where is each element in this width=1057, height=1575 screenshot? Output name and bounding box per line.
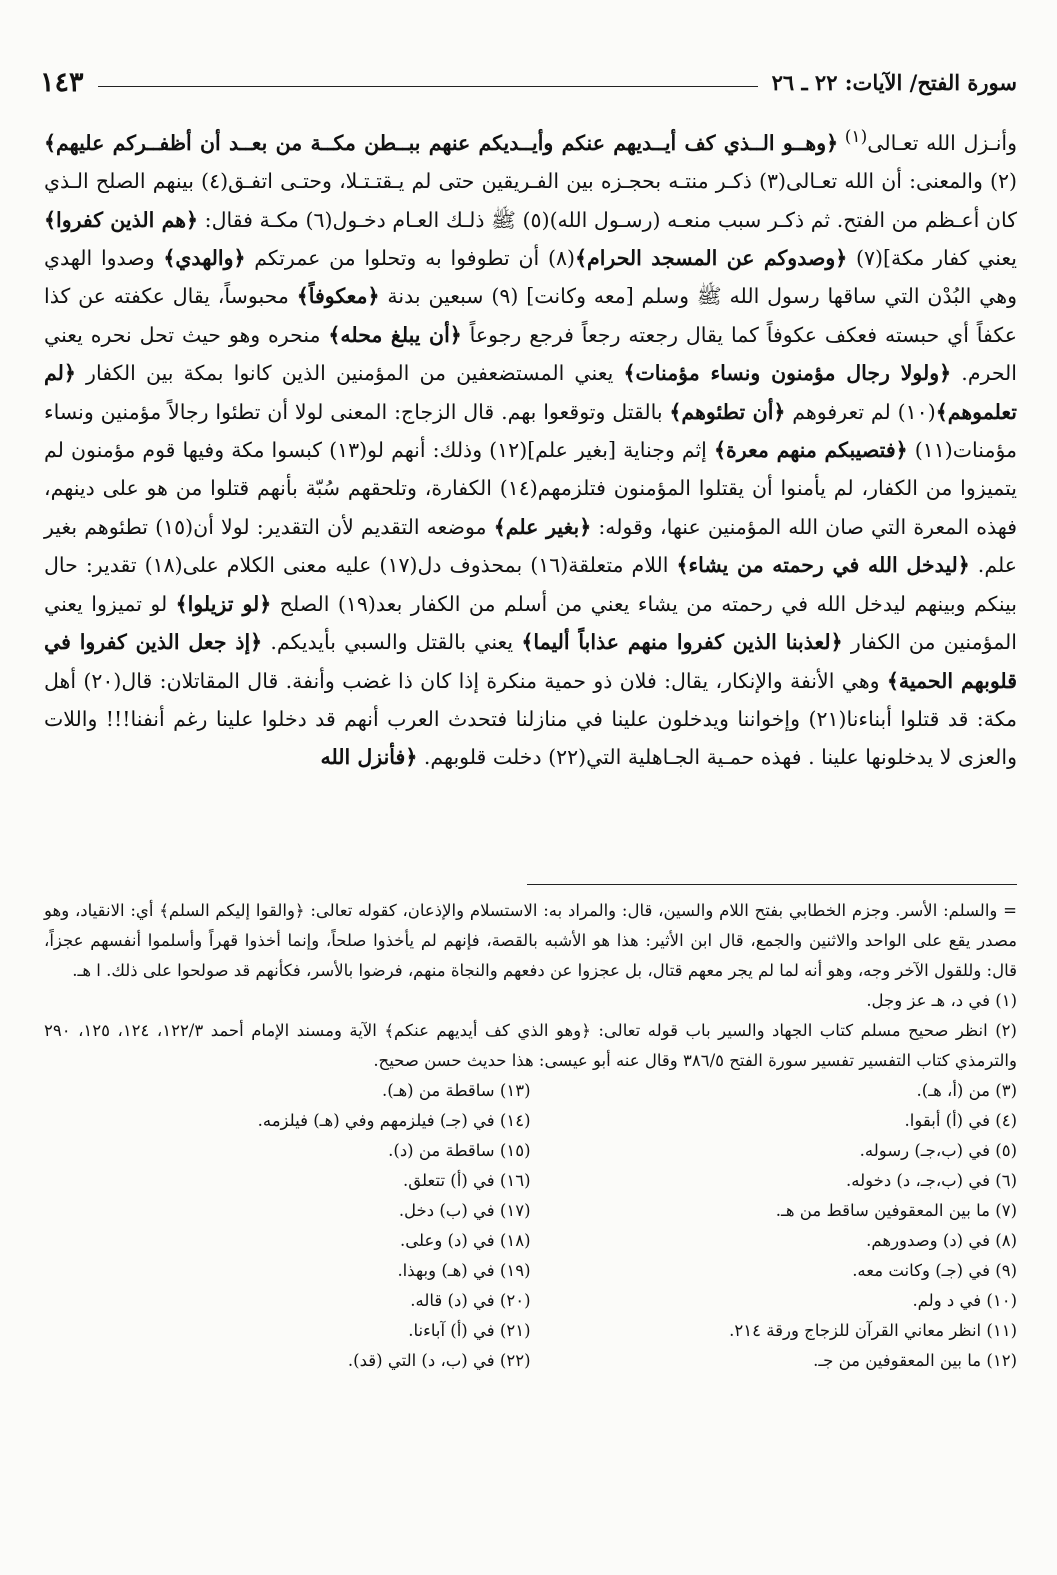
- footnotes: [44, 896, 1017, 1376]
- quran-quote: ﴿معكوفاً﴾: [296, 284, 380, 309]
- footnote-item: (١١) انظر معاني القرآن للزجاج ورقة ٢١٤.: [729, 1321, 1017, 1340]
- quran-quote: ﴿وهــو الــذي كف أيــديهم عنكم وأيــديكم عنهم ببــطن مكــة من بعــد أن أظفــركم عليهم﴾: [44, 130, 839, 155]
- text-run: (٢٠) أهل مكة: قد قتلوا أبناءنا: [44, 668, 1017, 731]
- text-run: (١٢) وذلك: أنهم لو: [367, 438, 528, 463]
- quran-quote: ﴿بغير علم﴾: [493, 514, 592, 539]
- footnote-item: (١٠) في د ولم.: [912, 1291, 1017, 1310]
- quran-quote: ﴿ليدخل الله في رحمته من يشاء﴾: [676, 553, 970, 578]
- text-run: موضعه التقديم لأن التقدير: لولا أن: [193, 514, 494, 539]
- quran-quote: ﴿أن تطئوهم﴾: [669, 399, 786, 424]
- text-run: (١٧) عليه معنى الكلام على: [182, 553, 418, 578]
- footnote-item: (١٦) في (أ) تتعلق.: [403, 1171, 531, 1190]
- text-run: لو تميزوا يعني المؤمنين من الكفار: [44, 591, 1017, 655]
- quran-quote: ﴿ولولا رجال مؤمنون ونساء مؤمنات﴾: [623, 361, 952, 386]
- footnote-item: (٩) في (جـ) وكانت معه.: [852, 1261, 1017, 1280]
- text-run: وصدوا الهدي وهي البُدْن التي ساقها رسول الله ﷺ وسلم [معه وكانت] (٩) سبعين بدنة: [44, 246, 1017, 309]
- text-run: إثم وجناية [بغير علم]: [527, 438, 714, 463]
- footnote-item: (٨) في (د) وصدورهم.: [866, 1231, 1017, 1250]
- text-run: يعني كفار مكة]: [883, 246, 1017, 271]
- text-run: (٢) والمعنى: أن الله تعـالى: [786, 169, 1017, 194]
- text-run: منحره وهو حيث تحل نحره يعني الحرم.: [44, 322, 1018, 386]
- page-number: ١٤٣: [40, 66, 84, 98]
- text-run: اللام متعلقة: [568, 553, 677, 578]
- footnote-item: (١٩) في (هـ) وبهذا.: [397, 1261, 531, 1280]
- footnote-item: (٤) في (أ) أبقوا.: [904, 1111, 1017, 1130]
- text-run: (٣) ذكـر منتـه بحجـزه بين الفـريقين حتى لم يـقتـتـلا، وحتـى اتفـق: [228, 169, 787, 194]
- text-run: (١٨) تقدير: حال بينكم وبينهم ليدخل الله في رحمته من يشاء يعني من أسلم من الكفار بعد: [44, 553, 1017, 616]
- text-run: (٢١) وإخواننا ويدخلون علينا في منازلنا فتحدث العرب أنهم قد دخلوا علينا رغم أنفنا!!! واللات والعزى لا يدخلونها علينا . فهذه حمـية الجـاهلية التي: [44, 706, 1017, 770]
- footnote-item: (١٥) ساقطة من (د).: [388, 1141, 531, 1160]
- quran-quote: ﴿لعذبنا الذين كفروا منهم عذاباً أليما﴾: [521, 630, 843, 655]
- main-paragraph: [44, 118, 1017, 777]
- footnote-ref: (١): [838, 127, 868, 147]
- footnote-2: (٢) انظر صحيح مسلم كتاب الجهاد والسير باب قوله تعالى: ﴿وهو الذي كف أيديهم عنكم﴾ الآية ومسند الإمام أحمد ١٢٢/٣، ١٢٤، ١٢٥، ٢٩٠ والترمذي كتاب التفسير تفسير سورة الفتح ٣٨٦/٥ وقال عنه أبو عيسى: هذا حديث حسن صحيح.: [44, 1021, 1017, 1070]
- footnote-separator: [527, 884, 1017, 885]
- footnote-item: (١٧) في (ب) دخل.: [398, 1201, 531, 1220]
- surah-title: سورة الفتح/ الآيات: ٢٢ ـ ٢٦: [771, 69, 1017, 95]
- footnote-item: (٧) ما بين المعقوفين ساقط من هـ.: [775, 1201, 1017, 1220]
- text-run: وأنـزل الله تعـالى: [867, 130, 1018, 155]
- footnote-1: (١) في د، هـ عز وجل.: [866, 991, 1017, 1010]
- header-rule: [98, 86, 758, 87]
- text-run: (١١): [907, 438, 953, 463]
- quran-quote: ﴿إذ جعل الذين كفروا في قلوبهم الحمية﴾: [44, 630, 1017, 693]
- text-run: بالقتل وتوقعوا بهم. قال الزجاج: المعنى لولا أن تطئوا رجالاً مؤمنين ونساء مؤمنات: [44, 399, 1018, 463]
- text-run: محبوساً، يقال عكفته عن كذا عكفاً أي حبسته فعكف عكوفاً كما يقال رجعته رجعاً فرجع رجوعاً: [44, 284, 1017, 347]
- text-run: يعني بالقتل والسبي بأيديكم.: [262, 630, 522, 655]
- footnote-item: (٢١) في (أ) آباءنا.: [408, 1321, 531, 1340]
- text-run: (٤) بينهم الصلح الـذي كان أعـظم من الفتح. ثم ذكـر سبب منعـه (رسـول الله): [44, 169, 1017, 232]
- text-run: (٦) مكـة فقال:: [198, 207, 333, 232]
- footnote-continuation: = والسلم: الأسر. وجزم الخطابي بفتح اللام والسين، قال: والمراد به: الاستسلام والإذعان، كقوله تعالى: ﴿والقوا إليكم السلم﴾ أي: الانقياد، وهو مصدر يقع على الواحد والاثنين والجمع، قال ابن الأثير: هذا هو الأشبه بالقصة، فإنهم لم يأخذوا صلحاً، وإنما أخذوا قهراً وأسلموا أنفسهم عجزاً، قال: وللقول الآخر وجه، وهو أنه لما لم يجر معهم قتال، بل عجزوا عن دفعهم والنجاة منهم، فرضوا بالأسر، فكأنهم قد صولحوا على ذلك. ا هـ.: [44, 901, 1017, 980]
- footnote-item: (١٣) ساقطة من (هـ).: [381, 1081, 531, 1100]
- footnote-item: (٥) في (ب،جـ) رسوله.: [859, 1141, 1017, 1160]
- footnote-column-left: [44, 1076, 531, 1376]
- main-text: [44, 118, 1017, 777]
- quran-quote: ﴿لم تعلموهم﴾: [44, 361, 1017, 424]
- quran-quote: ﴿والهدي﴾: [163, 246, 246, 271]
- footnote-item: (٢٠) في (د) قاله.: [410, 1291, 531, 1310]
- footnote-column-right: [531, 1076, 1018, 1376]
- text-run: يعني المستضعفين من المؤمنين الذين كانوا بمكة بين الكفار: [75, 361, 624, 386]
- footnote-item: (٢٢) في (ب، د) التي (قد).: [347, 1351, 531, 1370]
- footnote-item: (٣) من (أ، هـ).: [916, 1081, 1017, 1100]
- footnote-item: (٦) في (ب،جـ، د) دخوله.: [846, 1171, 1017, 1190]
- text-run: (١٤) الكفارة، وتلحقهم سُبّة بأنهم قتلوا من هو على دينهم، فهذه المعرة التي صان الله المؤمنين عنها، وقوله:: [44, 476, 1017, 539]
- quran-quote: ﴿هم الذين كفروا﴾: [44, 207, 199, 232]
- quran-quote: ﴿أن يبلغ محله﴾: [328, 322, 462, 347]
- text-run: (١٠) لم تعرفوهم: [785, 399, 936, 424]
- text-run: (١٥) تطئوهم بغير علم.: [44, 514, 1017, 578]
- text-run: (٨) أن تطوفوا به وتحلوا من عمرتكم: [245, 246, 575, 271]
- footnote-item: (١٢) ما بين المعقوفين من جـ.: [813, 1351, 1017, 1370]
- text-run: (٢٢) دخلت قلوبهم.: [417, 745, 587, 770]
- page-header: [40, 62, 1017, 102]
- text-run: (١٩) الصلح: [271, 591, 376, 616]
- quran-quote: ﴿وصدوكم عن المسجد الحرام﴾: [574, 246, 848, 271]
- quran-quote: ﴿فتصيبكم منهم معرة﴾: [713, 438, 908, 463]
- text-run: وهي الأنفة والإنكار، يقال: فلان ذو حمية منكرة إذا كان ذا غضب وأنفة. قال المقاتلان: قال: [121, 668, 887, 693]
- footnote-item: (١٤) في (جـ) فيلزمهم وفي (هـ) فيلزمه.: [257, 1111, 531, 1130]
- text-run: (١٣) كبسوا مكة وفيها قوم مؤمنون لم يتميزوا من الكفار، لم يأمنوا أن يقتلوا المؤمنون فتلزمهم: [44, 438, 1017, 501]
- text-run: (٧): [847, 246, 884, 271]
- footnote-columns: [44, 1076, 1017, 1376]
- quran-quote: ﴿فأنزل الله: [320, 745, 418, 770]
- text-run: (١٦) بمحذوف دل: [417, 553, 569, 578]
- footnote-item: (١٨) في (د) وعلى.: [400, 1231, 531, 1250]
- text-run: (٥) ﷺ ذلـك العـام دخـول: [332, 207, 550, 232]
- quran-quote: ﴿لو تزيلوا﴾: [175, 591, 272, 616]
